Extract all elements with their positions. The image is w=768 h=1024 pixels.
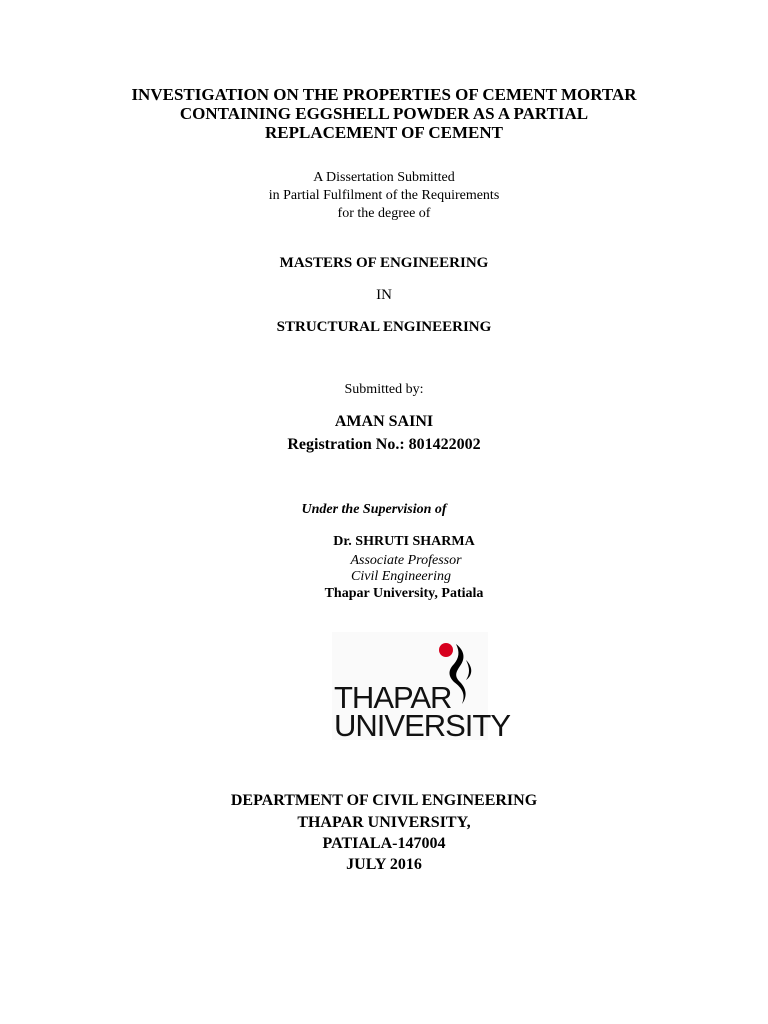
degree-name: MASTERS OF ENGINEERING	[279, 255, 489, 271]
submission-line-3: for the degree of	[337, 206, 431, 221]
logo-text-line-1: THAPAR	[334, 680, 452, 715]
registration-number: Registration No.: 801422002	[287, 436, 481, 453]
red-dot-icon	[439, 643, 453, 657]
submission-line-1: A Dissertation Submitted	[313, 170, 455, 185]
title-line-2: CONTAINING EGGSHELL POWDER AS A PARTIAL	[179, 104, 589, 123]
university-name: THAPAR UNIVERSITY,	[297, 814, 471, 831]
university-logo	[332, 632, 511, 743]
university-address: PATIALA-147004	[322, 835, 446, 852]
logo-text-line-2: UNIVERSITY	[334, 708, 511, 743]
supervisor-institution: Thapar University, Patiala	[324, 586, 484, 601]
degree-connector: IN	[376, 287, 392, 303]
submitted-by-label: Submitted by:	[344, 382, 424, 397]
supervisor-title: Associate Professor	[350, 553, 462, 568]
department-name: DEPARTMENT OF CIVIL ENGINEERING	[230, 792, 538, 809]
title-line-1: INVESTIGATION ON THE PROPERTIES OF CEMENT MORTAR	[131, 85, 637, 104]
submission-line-2: in Partial Fulfilment of the Requirements	[268, 188, 500, 203]
title-line-3: REPLACEMENT OF CEMENT	[264, 123, 504, 142]
supervisor-department: Civil Engineering	[351, 569, 451, 584]
submission-date: JULY 2016	[346, 856, 422, 873]
author-name: AMAN SAINI	[334, 413, 434, 430]
degree-field: STRUCTURAL ENGINEERING	[276, 319, 492, 335]
supervision-heading: Under the Supervision of	[301, 502, 447, 517]
supervisor-name: Dr. SHRUTI SHARMA	[333, 534, 475, 549]
